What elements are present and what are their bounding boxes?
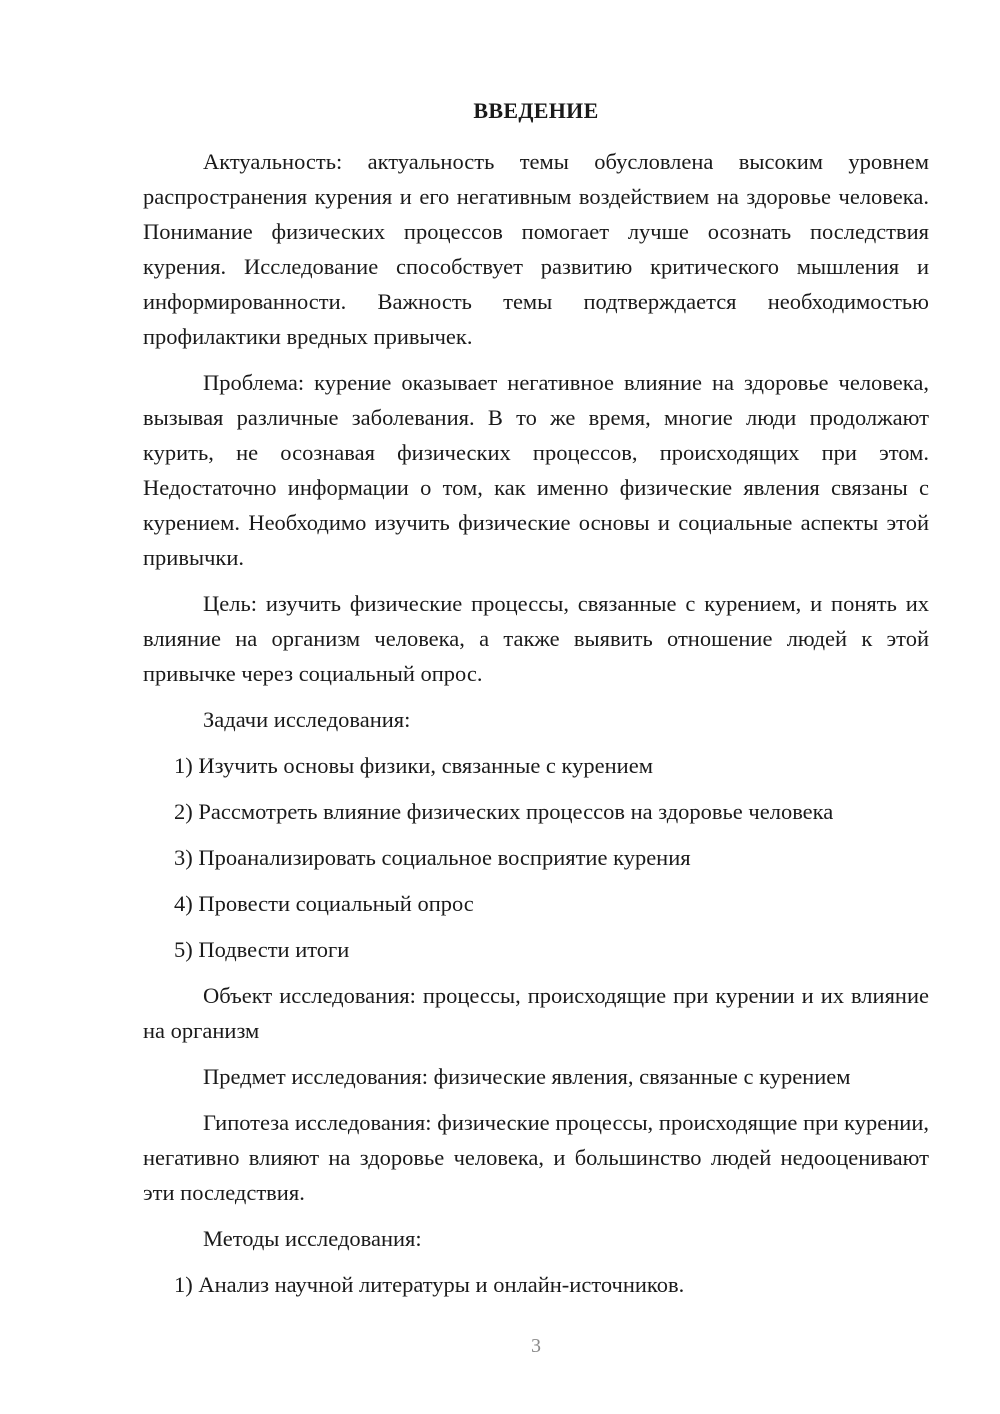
task-item: 4) Провести социальный опрос bbox=[174, 891, 474, 916]
relevance-paragraph: Актуальность: актуальность темы обусловлена высоким уровнем распространения курения и его негативным воздействием на здоровье человека. Понимание физических процессов помогает лучше осознать последствия курения. Исследование способствует развитию критического мышления и информированности. Важность темы подтверждается необходимостью профилактики вредных привычек. bbox=[143, 149, 929, 349]
methods-title: Методы исследования: bbox=[203, 1226, 422, 1251]
problem-paragraph: Проблема: курение оказывает негативное влияние на здоровье человека, вызывая различные заболевания. В то же время, многие люди продолжают курить, не осознавая физических процессов, происходящих при этом. Недостаточно информации о том, как именно физические явления связаны с курением. Необходимо изучить физические основы и социальные аспекты этой привычки. bbox=[143, 370, 929, 570]
task-item: 2) Рассмотреть влияние физических процессов на здоровье человека bbox=[174, 799, 834, 824]
page-number: 3 bbox=[531, 1335, 541, 1357]
task-item: 1) Изучить основы физики, связанные с курением bbox=[174, 753, 653, 778]
goal-paragraph: Цель: изучить физические процессы, связанные с курением, и понять их влияние на организм человека, а также выявить отношение людей к этой привычке через социальный опрос. bbox=[143, 591, 929, 686]
object-paragraph: Объект исследования: процессы, происходящие при курении и их влияние на организм bbox=[143, 983, 929, 1043]
document-body bbox=[143, 144, 929, 1313]
section-heading: ВВЕДЕНИЕ bbox=[473, 98, 599, 123]
hypothesis-paragraph: Гипотеза исследования: физические процессы, происходящие при курении, негативно влияют на здоровье человека, и большинство людей недооценивают эти последствия. bbox=[143, 1110, 929, 1205]
method-item: 1) Анализ научной литературы и онлайн-источников. bbox=[174, 1272, 685, 1297]
tasks-title: Задачи исследования: bbox=[203, 707, 411, 732]
subject-paragraph: Предмет исследования: физические явления, связанные с курением bbox=[203, 1064, 851, 1089]
task-item: 3) Проанализировать социальное восприятие курения bbox=[174, 845, 691, 870]
task-item: 5) Подвести итоги bbox=[174, 937, 350, 962]
